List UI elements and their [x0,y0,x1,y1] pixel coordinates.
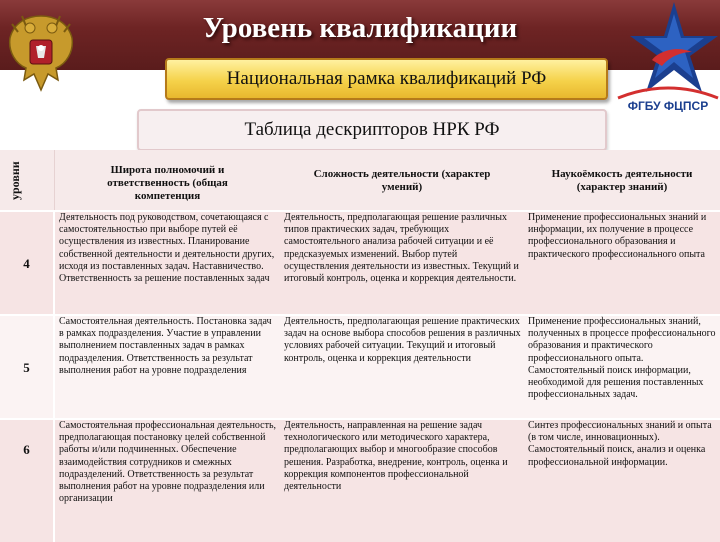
header-col3: Наукоёмкость деятельности (характер знаний) [551,168,693,193]
header-col2-cell [280,150,524,210]
header-col2: Сложность деятельности (характер умений) [313,168,491,193]
row-cell-col3: Применение профессиональных знаний и информации, их получение в процессе профессионального образования и практического профессионального опыта [528,212,707,260]
framework-banner [165,58,608,100]
header-levels: уровни [8,161,22,201]
table-row [0,314,720,420]
row-cell-col1: Деятельность под руководством, сочетающаяся с самостоятельностью при выборе путей её осуществления из известных. Планирование собственной деятельности и деятельности других, исходя из поставленных задач. Наставничество. Ответственность за решение поставленных задач [59,212,275,285]
descriptors-banner [137,109,607,151]
table-header-row [0,150,720,210]
descriptors-label: Таблица дескрипторов НРК РФ [244,119,500,140]
framework-label: Национальная рамка квалификаций РФ [226,68,547,89]
row-cell-col3: Применение профессиональных знаний, полученных в процессе профессионального образования и практического профессионального опыта. Самостоятельный поиск информации, необходимой для решения поставленных профессиональных задач. [528,316,716,401]
row-cell-col2: Деятельность, предполагающая решение практических задач на основе выбора способов решения в различных условиях рабочей ситуации. Текущий и итоговый контроль, оценка и коррекция деятельности [284,316,521,364]
descriptor-table [0,150,720,540]
table-row [0,418,720,542]
header-col1-cell [55,150,280,210]
header-col1: Широта полномочий и ответственность (общая компетенция [107,164,228,202]
header-levels-cell [0,150,55,210]
row-cell-col2: Деятельность, предполагающая решение различных типов практических задач, требующих самостоятельного анализа рабочей ситуации и её предсказуемых изменений. Выбор путей осуществления деятельности из известных. Текущий и итоговый контроль, оценка и коррекция деятельности. [284,212,519,285]
row-cell-col2: Деятельность, направленная на решение задач технологического или методического характера, предполагающих выбор и многообразие способов решения. Разработка, внедрение, контроль, оценка и коррекция компонентов профессиональной деятельности [284,420,508,493]
page-title: Уровень квалификации [202,12,518,44]
row-cell-col1: Самостоятельная деятельность. Постановка задач в рамках подразделения. Участие в управлении выполнением поставленных задач в рамках подразделения. Ответственность за результат выполнения работ на уровне подразделения [59,316,272,376]
logo-text: ФГБУ ФЦПСР [627,99,709,112]
coat-of-arms-icon [8,8,74,96]
level-number: 5 [23,360,30,375]
table-row [0,210,720,316]
level-number: 6 [23,442,30,457]
header-col3-cell [524,150,720,210]
level-number: 4 [23,256,30,271]
row-cell-col3: Синтез профессиональных знаний и опыта (в том числе, инновационных). Самостоятельный поиск, анализ и оценка профессиональной информации. [528,420,712,468]
fcpsr-logo-icon [612,0,720,112]
row-cell-col1: Самостоятельная профессиональная деятельность, предполагающая постановку целей собственной работы и/или подчиненных. Обеспечение взаимодействия сотрудников и смежных подразделений. Ответственность за результат выполнения работ на уровне подразделения или организации [59,420,277,505]
